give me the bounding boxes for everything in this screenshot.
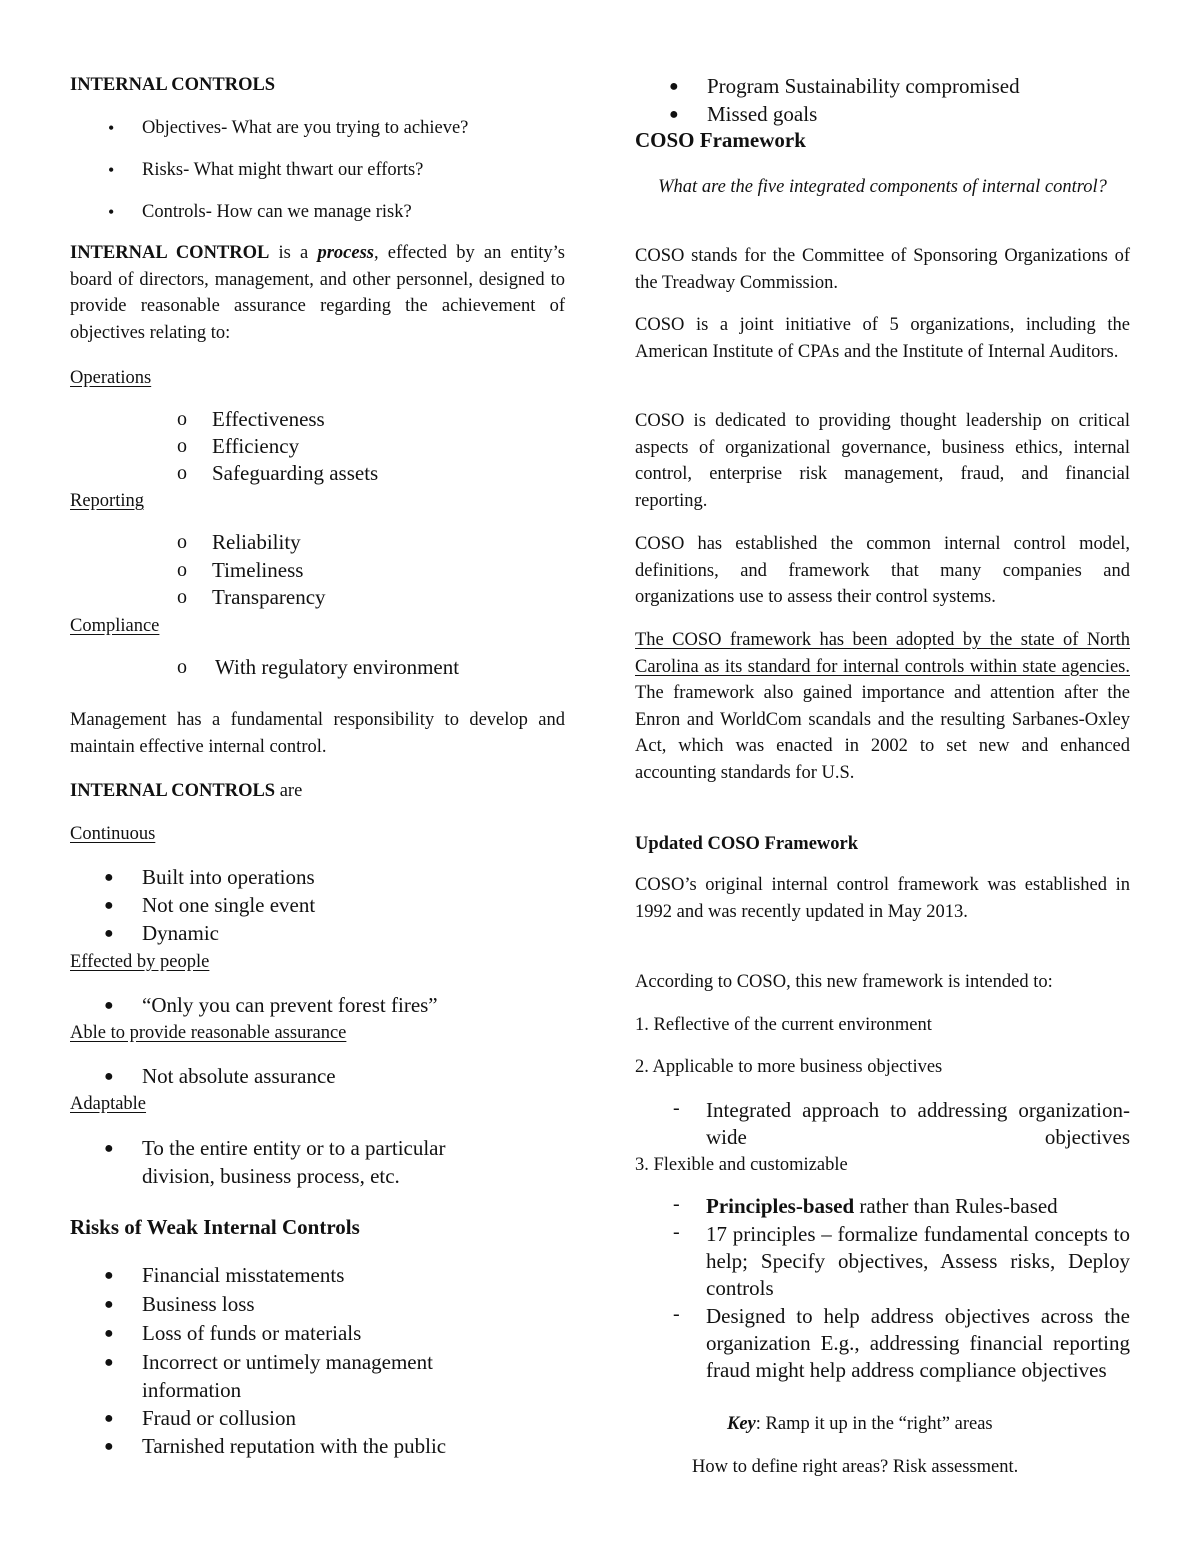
key-label: Key	[727, 1414, 756, 1434]
list-item: Safeguarding assets	[212, 461, 379, 485]
coso-paragraph-6: COSO’s original internal control framework was established in 1992 and was recently updated in May 2013.	[635, 875, 1130, 922]
are-heading-suffix: are	[275, 781, 303, 801]
framework-item-2-sub	[706, 1097, 1130, 1151]
definition-is-a: is a	[269, 243, 318, 263]
definition-paragraph	[70, 240, 565, 346]
risks-heading: Risks of Weak Internal Controls	[70, 1215, 360, 1239]
adaptable-label: Adaptable	[70, 1094, 147, 1114]
list-bullet: o	[177, 462, 187, 484]
bullet-icon: ●	[104, 1068, 114, 1085]
list-bullet: •	[108, 202, 115, 222]
management-paragraph: Management has a fundamental responsibility to develop and maintain effective internal control.	[70, 710, 565, 757]
list-item: Efficiency	[212, 434, 300, 458]
list-item: Risks- What might thwart our efforts?	[142, 160, 424, 180]
definition-rest: , effected by an entity’s board of directors, management, and other personnel, designed to provide reasonable assurance regarding the achievement of objectives relating to:	[70, 243, 565, 343]
assurance-label: Able to provide reasonable assurance	[70, 1023, 347, 1043]
continuous-label: Continuous	[70, 824, 156, 844]
list-item: Controls- How can we manage risk?	[142, 202, 412, 222]
list-item: Financial misstatements	[142, 1263, 345, 1287]
bullet-icon: ●	[669, 78, 679, 95]
bullet-icon: ●	[104, 897, 114, 914]
list-item: “Only you can prevent forest fires”	[142, 993, 438, 1017]
list-bullet: •	[108, 160, 115, 180]
list-bullet: •	[108, 118, 115, 138]
framework-item-1: 1. Reflective of the current environment	[635, 1015, 932, 1035]
list-item: Not one single event	[142, 893, 316, 917]
list-bullet: o	[177, 531, 187, 553]
list-item: Tarnished reputation with the public	[142, 1434, 447, 1458]
list-item: Missed goals	[707, 102, 818, 126]
framework-item-3-sub-2: 17 principles – formalize fundamental concepts to help; Specify objectives, Assess risks, Deploy controls	[706, 1222, 1130, 1301]
list-item: Business loss	[142, 1292, 255, 1316]
dash-marker: -	[673, 1303, 680, 1325]
rules-based-text: rather than Rules-based	[854, 1194, 1058, 1218]
heading-internal-controls: INTERNAL CONTROLS	[70, 75, 276, 95]
bullet-icon: ●	[104, 1354, 114, 1371]
compliance-label: Compliance	[70, 616, 160, 636]
coso-paragraph-4: COSO has established the common internal control model, definitions, and framework that many companies and organizations use to assess their control systems.	[635, 534, 1130, 608]
dash-marker: -	[673, 1193, 680, 1215]
effected-label: Effected by people	[70, 952, 210, 972]
bullet-icon: ●	[104, 1140, 114, 1157]
bullet-icon: ●	[104, 1296, 114, 1313]
list-item: Transparency	[212, 585, 326, 609]
coso-paragraph-5	[635, 627, 1130, 787]
list-item: Objectives- What are you trying to achieve?	[142, 118, 469, 138]
are-heading	[70, 778, 302, 804]
list-item: With regulatory environment	[215, 655, 460, 679]
principles-based-text: Principles-based	[706, 1194, 855, 1218]
list-bullet: o	[177, 408, 187, 430]
list-item: To the entire entity or to a particular division, business process, etc.	[142, 1136, 446, 1188]
framework-item-3: 3. Flexible and customizable	[635, 1155, 848, 1175]
list-bullet: o	[177, 435, 187, 457]
coso-paragraph-5-rest: The framework also gained importance and attention after the Enron and WorldCom scandals and the resulting Sarbanes-Oxley Act, which was enacted in 2002 to set new and enhanced accounting standards for U.S.	[635, 683, 1130, 783]
list-item: Timeliness	[212, 558, 304, 582]
coso-heading: COSO Framework	[635, 128, 806, 152]
list-bullet: o	[177, 656, 187, 678]
framework-item-2-sub-text: Integrated approach to addressing organization-wide objectives	[706, 1098, 1130, 1150]
coso-paragraph-3: COSO is dedicated to providing thought leadership on critical aspects of organizational governance, business ethics, internal control, enterprise risk management, fraud, and financial reporting.	[635, 411, 1130, 511]
coso-question: What are the five integrated components of internal control?	[658, 177, 1107, 197]
are-heading-term: INTERNAL CONTROLS	[70, 781, 276, 801]
bullet-icon: ●	[669, 106, 679, 123]
operations-label: Operations	[70, 368, 152, 388]
bullet-icon: ●	[104, 1267, 114, 1284]
bullet-icon: ●	[104, 997, 114, 1014]
bullet-icon: ●	[104, 1325, 114, 1342]
nc-adoption-text: The COSO framework has been adopted by the state of North Carolina as its standard for internal controls within state agencies.	[635, 630, 1130, 677]
bullet-icon: ●	[104, 925, 114, 942]
final-line: How to define right areas? Risk assessment.	[692, 1457, 1019, 1477]
list-item: Built into operations	[142, 865, 315, 889]
list-item: Fraud or collusion	[142, 1406, 296, 1430]
list-item: Incorrect or untimely management information	[142, 1350, 433, 1402]
list-bullet: o	[177, 586, 187, 608]
list-bullet: o	[177, 559, 187, 581]
reporting-label: Reporting	[70, 491, 144, 511]
updated-heading: Updated COSO Framework	[635, 834, 859, 854]
coso-paragraph-1: COSO stands for the Committee of Sponsoring Organizations of the Treadway Commission.	[635, 246, 1130, 293]
definition-term: INTERNAL CONTROL	[70, 243, 270, 263]
bullet-icon: ●	[104, 869, 114, 886]
dash-marker: -	[673, 1221, 680, 1243]
list-item: Program Sustainability compromised	[707, 74, 1020, 98]
list-item: Reliability	[212, 530, 301, 554]
framework-item-3-sub-1	[706, 1193, 1130, 1220]
bullet-icon: ●	[104, 1410, 114, 1427]
key-rest: : Ramp it up in the “right” areas	[755, 1414, 993, 1434]
dash-marker: -	[673, 1097, 680, 1119]
coso-paragraph-7: According to COSO, this new framework is intended to:	[635, 972, 1053, 992]
key-note	[727, 1411, 993, 1437]
definition-process: process	[317, 243, 374, 263]
list-item: Not absolute assurance	[142, 1064, 336, 1088]
list-item: Dynamic	[142, 921, 219, 945]
coso-paragraph-2: COSO is a joint initiative of 5 organizations, including the American Institute of CPAs and the Institute of Internal Auditors.	[635, 315, 1130, 362]
list-item: Loss of funds or materials	[142, 1321, 362, 1345]
list-item: Effectiveness	[212, 407, 325, 431]
framework-item-2: 2. Applicable to more business objectives	[635, 1057, 943, 1077]
framework-item-3-sub-3: Designed to help address objectives across the organization E.g., addressing financial reporting fraud might help address compliance objectives	[706, 1304, 1130, 1383]
bullet-icon: ●	[104, 1438, 114, 1455]
